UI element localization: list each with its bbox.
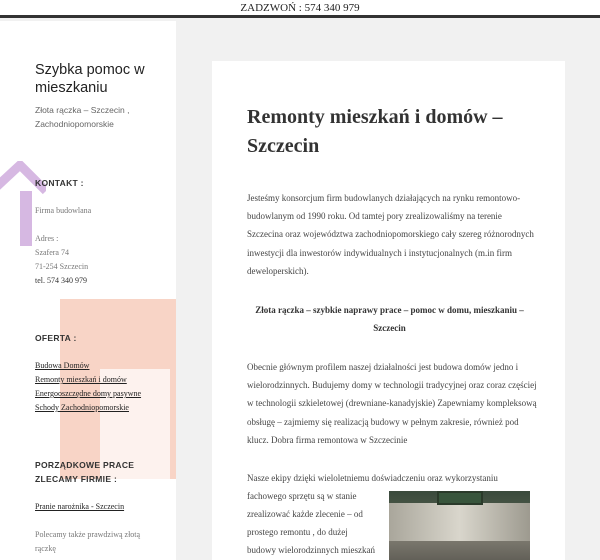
teams-line-4: prostego remontu , do dużej <box>247 527 348 537</box>
teams-line-2: fachowego sprzętu są w stanie <box>247 491 357 501</box>
contact-street: Szafera 74 <box>35 248 69 257</box>
offer-link-stairs[interactable]: Schody Zachodniopomorskie <box>35 403 129 412</box>
handyman-tagline: Złota rączka – szybkie naprawy prace – pomoc w domu, mieszkaniu – Szczecin <box>255 305 524 333</box>
top-call-bar <box>0 0 600 18</box>
cleaning-link-corner-sofa[interactable]: Pranie narożnika - Szczecin <box>35 502 125 511</box>
profile-paragraph: Obecnie głównym profilem naszej działalności jest budowa domów jedno i wielorodzinnych. Budujemy domy w technologii tradycyjnej oraz coraz częściej w technologii szkieletowej (drewniane-kanadyjskie) Zapewniamy kompleksową obsługę – zajmiemy się realizacją budowy w pełnym zakresie, również pod klucz. Dobra firma remontowa w Szczecinie <box>247 362 537 445</box>
offer-heading: OFERTA : <box>35 333 77 343</box>
contact-city: 71-254 Szczecin <box>35 262 89 271</box>
intro-paragraph: Jesteśmy konsorcjum firm budowlanych działających na rynku remontowo-budowlanym od 1990 roku. Od tamtej pory zrealizowaliśmy na terenie Szczecina oraz województwa zachodniopomorskiego cały szereg różnorodnych inwestycji dla inwestorów indywidualnych i instytucjonalnych (m.in firm deweloperskich). <box>247 193 534 276</box>
site-description: Złota rączka – Szczecin , Zachodniopomorskie <box>35 105 130 129</box>
call-phone-text[interactable]: ZADZWOŃ : 574 340 979 <box>240 2 360 14</box>
site-title[interactable]: Szybka pomoc w mieszkaniu <box>35 62 145 96</box>
sidebar <box>0 21 176 560</box>
teams-line-1: Nasze ekipy dzięki wieloletniemu doświadczeniu oraz wykorzystaniu <box>247 473 498 483</box>
photo-wall <box>389 503 530 541</box>
photo-window <box>437 491 483 505</box>
offer-link-renovations[interactable]: Remonty mieszkań i domów <box>35 375 127 384</box>
teams-line-3: zrealizować każde zlecenie – od <box>247 509 363 519</box>
offer-link-building-houses[interactable]: Budowa Domów <box>35 361 90 370</box>
page-title: Remonty mieszkań i domów – Szczecin <box>247 106 503 157</box>
cleaning-heading: PORZĄDKOWE PRACE ZLECAMY FIRMIE : <box>35 460 135 484</box>
photo-floor <box>389 541 530 560</box>
cleaning-note: Polecamy także prawdziwą złotą rączkę <box>35 530 141 553</box>
teams-line-5: budowy wielorodzinnych mieszkań <box>247 545 375 555</box>
offer-link-passive-houses[interactable]: Energooszczędne domy pasywne <box>35 389 142 398</box>
contact-heading: KONTAKT : <box>35 178 84 188</box>
contact-address-label: Adres : <box>35 234 59 243</box>
main-article <box>212 61 565 560</box>
contact-company: Firma budowlana <box>35 206 92 215</box>
renovated-room-photo <box>389 491 530 560</box>
contact-phone: tel. 574 340 979 <box>35 276 87 285</box>
